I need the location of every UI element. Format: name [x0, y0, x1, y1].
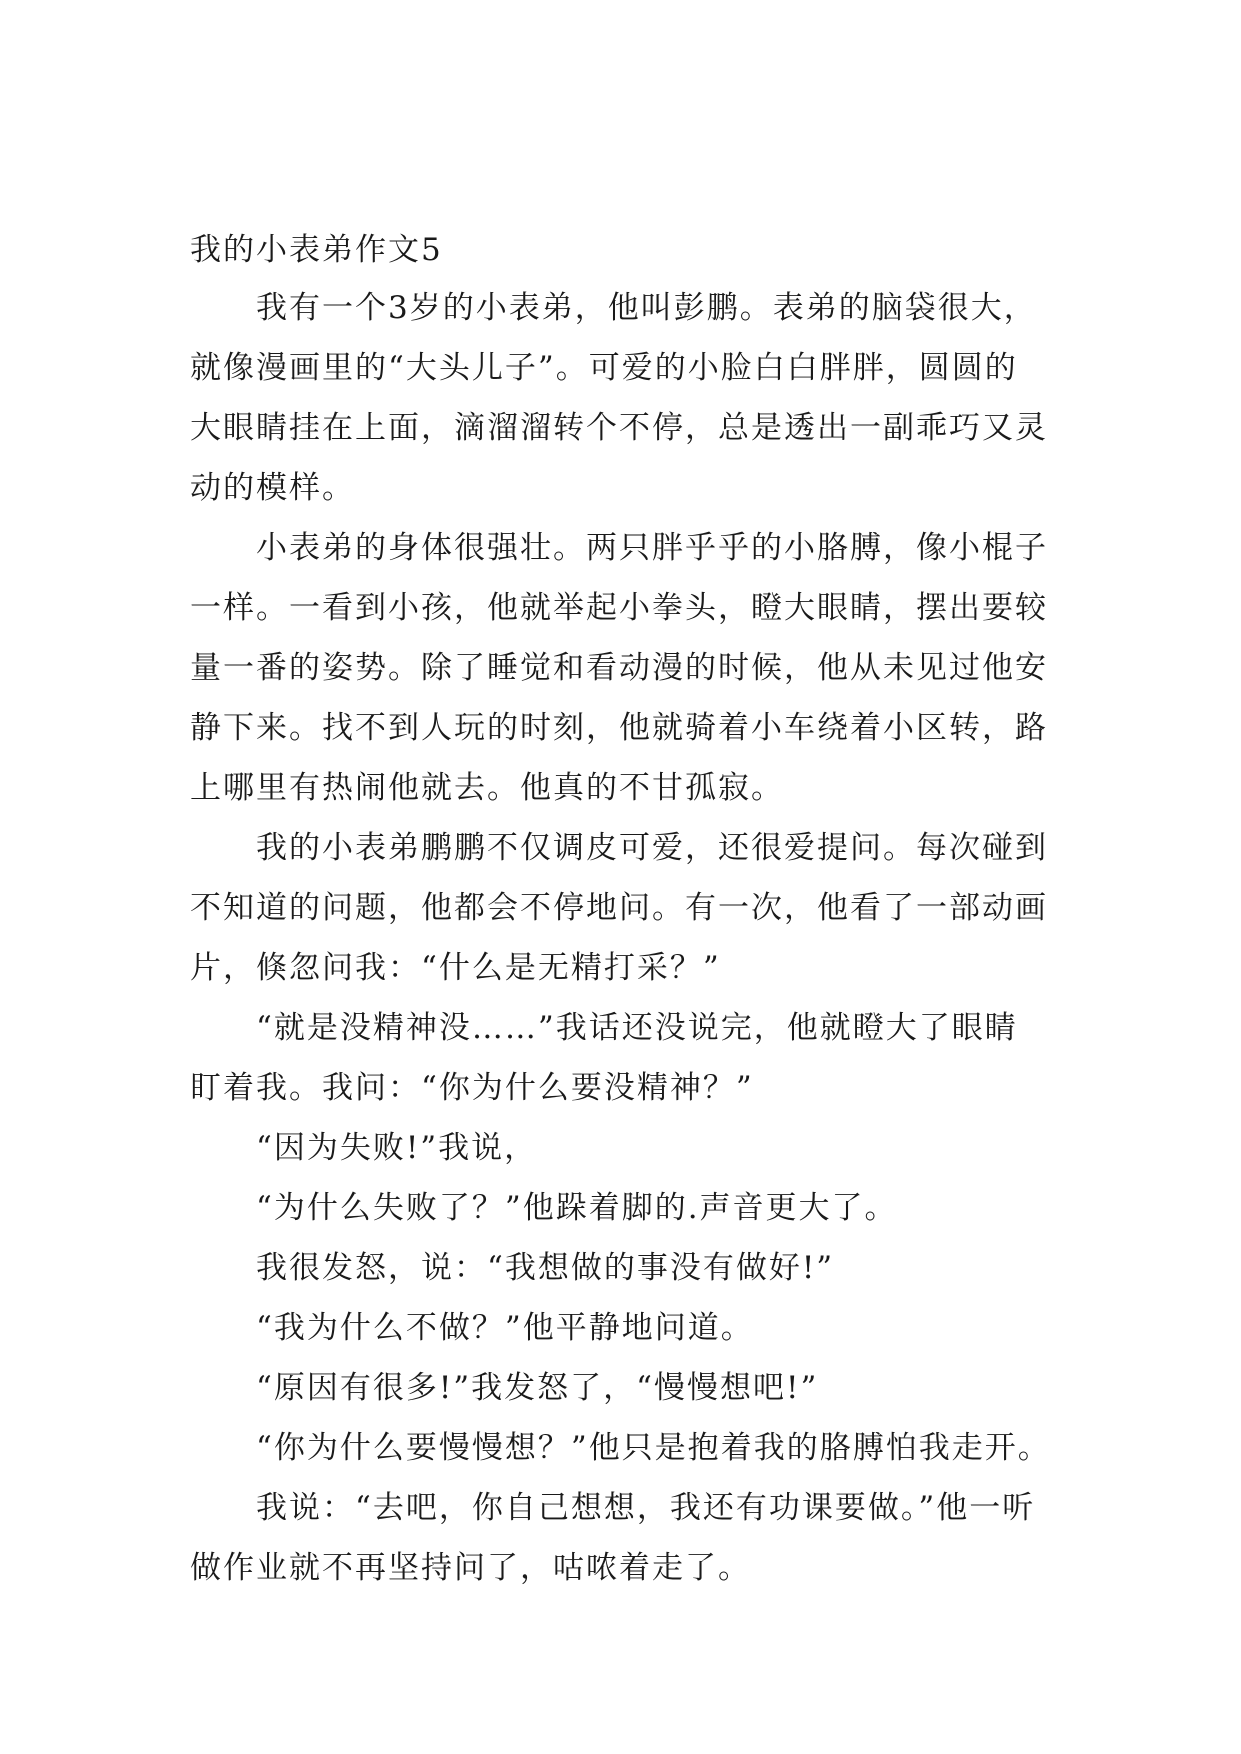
- paragraph-line: 我说：“去吧，你自己想想，我还有功课要做。”他一听: [256, 1490, 1036, 1526]
- paragraph-line: 我有一个3岁的小表弟，他叫彭鹏。表弟的脑袋很大，: [256, 290, 1037, 326]
- paragraph-line: 量一番的姿势。除了睡觉和看动漫的时候，他从未见过他安: [190, 650, 1048, 686]
- paragraph-line: 我的小表弟鹏鹏不仅调皮可爱，还很爱提问。每次碰到: [256, 830, 1048, 866]
- paragraph-line: “就是没精神没……”我话还没说完，他就瞪大了眼睛: [256, 1010, 1018, 1046]
- document-title: 我的小表弟作文5: [190, 232, 443, 268]
- paragraph-line: “你为什么要慢慢想？”他只是抱着我的胳膊怕我走开。: [256, 1430, 1051, 1466]
- paragraph: [190, 998, 1070, 1118]
- paragraph-line: “为什么失败了？”他跺着脚的.声音更大了。: [256, 1190, 898, 1226]
- paragraph-line: 上哪里有热闹他就去。他真的不甘孤寂。: [190, 770, 784, 806]
- paragraph-line: 就像漫画里的“大头儿子”。可爱的小脸白白胖胖，圆圆的: [190, 350, 1018, 386]
- paragraph-line: 片，倏忽问我：“什么是无精打采？”: [190, 950, 721, 986]
- paragraph-line: 小表弟的身体很强壮。两只胖乎乎的小胳膊，像小棍子: [256, 530, 1048, 566]
- paragraph-list: [190, 278, 1070, 1598]
- paragraph-line: “原因有很多!”我发怒了，“慢慢想吧!”: [256, 1370, 819, 1406]
- paragraph-line: 做作业就不再坚持问了，咕哝着走了。: [190, 1550, 751, 1586]
- paragraph: [190, 1238, 1070, 1298]
- paragraph-line: 不知道的问题，他都会不停地问。有一次，他看了一部动画: [190, 890, 1048, 926]
- paragraph: [190, 1298, 1070, 1358]
- paragraph: [190, 518, 1070, 818]
- paragraph: [190, 1178, 1070, 1238]
- paragraph-line: 动的模样。: [190, 470, 355, 506]
- paragraph-line: 静下来。找不到人玩的时刻，他就骑着小车绕着小区转，路: [190, 710, 1048, 746]
- document-body: [190, 222, 1070, 1598]
- paragraph-line: “因为失败!”我说，: [256, 1130, 538, 1166]
- paragraph: [190, 1418, 1070, 1478]
- paragraph-line: 大眼睛挂在上面，滴溜溜转个不停，总是透出一副乖巧又灵: [190, 410, 1048, 446]
- paragraph: [190, 818, 1070, 998]
- paragraph: [190, 1478, 1070, 1598]
- paragraph: [190, 1118, 1070, 1178]
- paragraph-line: 盯着我。我问：“你为什么要没精神？”: [190, 1070, 754, 1106]
- paragraph-line: 一样。一看到小孩，他就举起小拳头，瞪大眼睛，摆出要较: [190, 590, 1048, 626]
- paragraph: [190, 278, 1070, 518]
- paragraph-line: 我很发怒，说：“我想做的事没有做好!”: [256, 1250, 835, 1286]
- paragraph: [190, 1358, 1070, 1418]
- paragraph-line: “我为什么不做？”他平静地问道。: [256, 1310, 754, 1346]
